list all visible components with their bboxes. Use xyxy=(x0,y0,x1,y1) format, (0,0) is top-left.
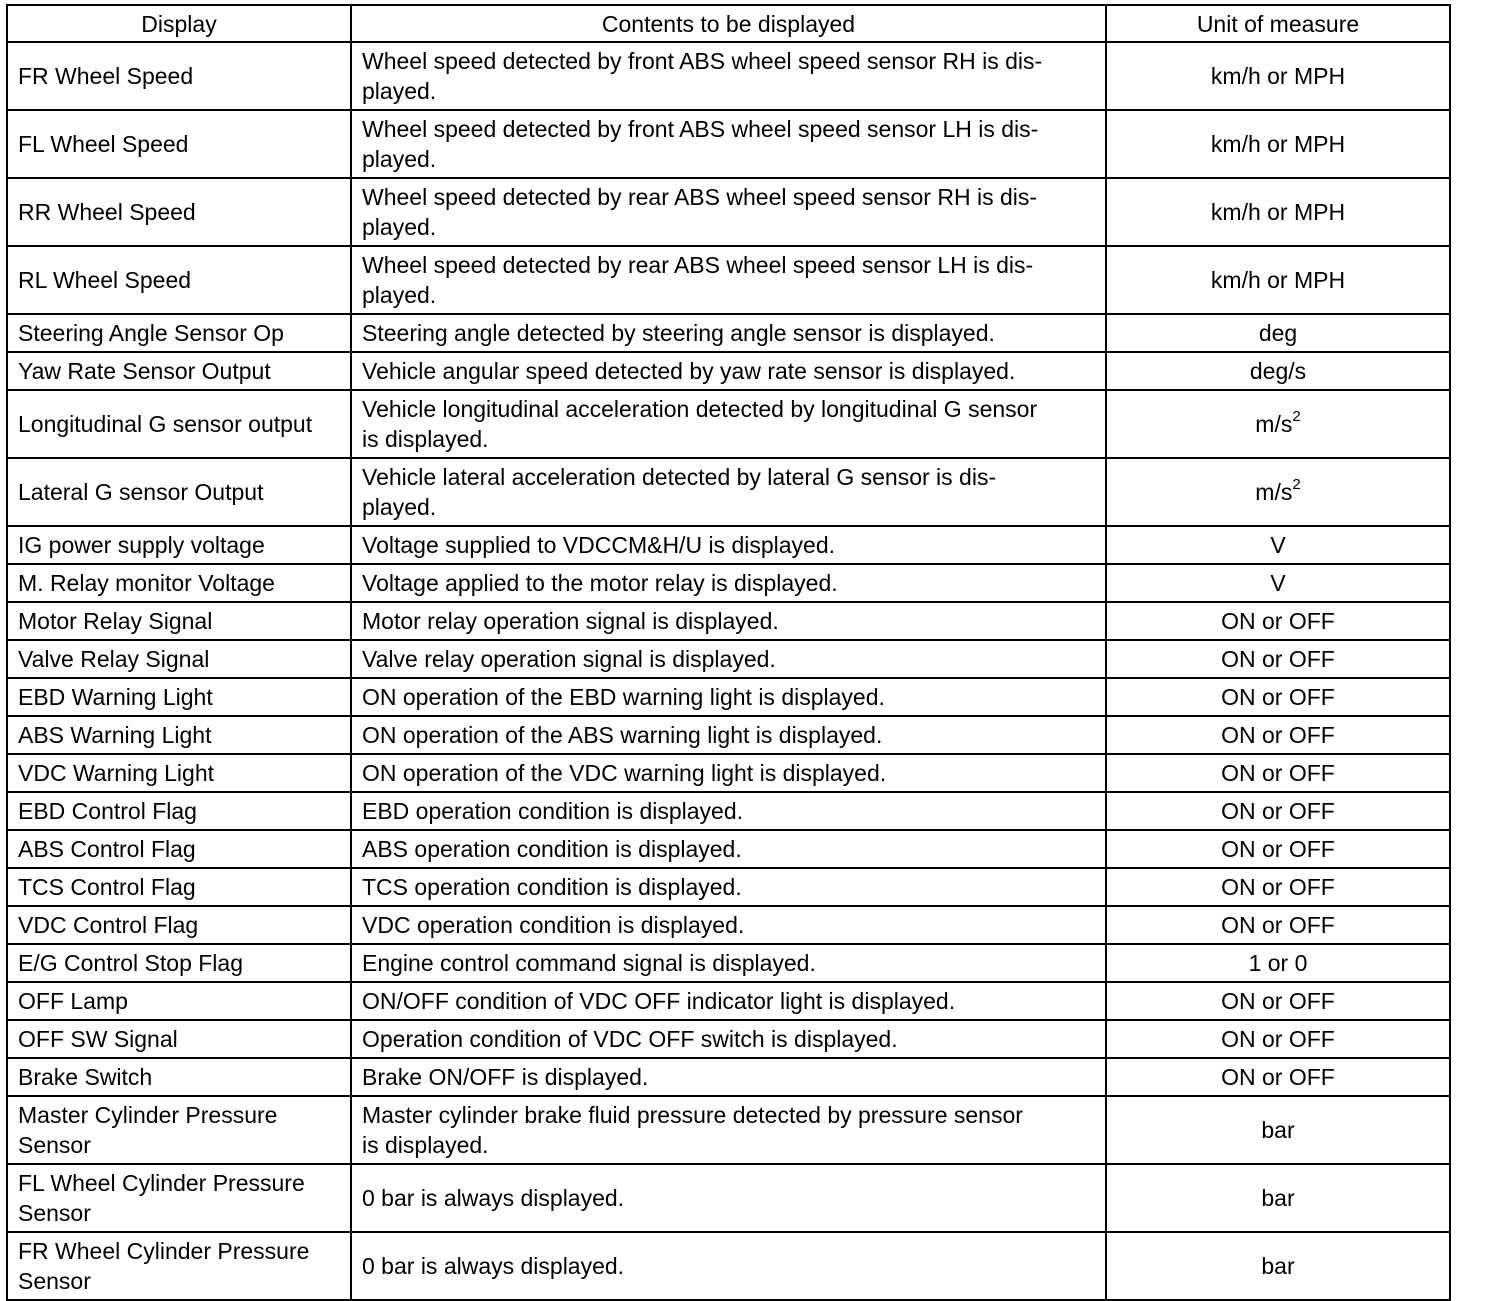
cell-unit xyxy=(1106,944,1450,982)
cell-display-text: Yaw Rate Sensor Output xyxy=(18,358,271,384)
cell-unit xyxy=(1106,1058,1450,1096)
cell-unit xyxy=(1106,1164,1450,1232)
cell-display xyxy=(7,1058,351,1096)
cell-display-text: FL Wheel Cylinder Pressure Sensor xyxy=(18,1170,305,1226)
cell-display-text: OFF SW Signal xyxy=(18,1026,178,1052)
cell-contents-text: Operation condition of VDC OFF switch is displayed. xyxy=(362,1026,898,1052)
table-row xyxy=(7,526,1450,564)
cell-unit xyxy=(1106,792,1450,830)
cell-unit xyxy=(1106,830,1450,868)
cell-display-text: VDC Control Flag xyxy=(18,912,199,938)
cell-display-text: Valve Relay Signal xyxy=(18,646,210,672)
cell-display-text: Master Cylinder Pressure Sensor xyxy=(18,1102,278,1158)
cell-display-text: Motor Relay Signal xyxy=(18,608,213,634)
cell-display-text: TCS Control Flag xyxy=(18,874,196,900)
cell-display xyxy=(7,526,351,564)
cell-display xyxy=(7,110,351,178)
cell-unit-text: m/s xyxy=(1255,479,1293,505)
cell-contents xyxy=(351,792,1106,830)
cell-display-text: E/G Control Stop Flag xyxy=(18,950,243,976)
cell-unit xyxy=(1106,178,1450,246)
cell-unit xyxy=(1106,678,1450,716)
table-row xyxy=(7,390,1450,458)
cell-display xyxy=(7,390,351,458)
cell-unit-text: ON or OFF xyxy=(1221,874,1335,900)
cell-unit-text: km/h or MPH xyxy=(1210,131,1346,157)
cell-display xyxy=(7,1232,351,1300)
table-row xyxy=(7,830,1450,868)
cell-unit-text: km/h or MPH xyxy=(1210,63,1346,89)
cell-contents xyxy=(351,458,1106,526)
cell-display-text: IG power supply voltage xyxy=(18,532,265,558)
cell-unit-text: ON or OFF xyxy=(1221,722,1335,748)
table-row xyxy=(7,602,1450,640)
cell-unit xyxy=(1106,868,1450,906)
cell-contents xyxy=(351,564,1106,602)
cell-unit xyxy=(1106,42,1450,110)
cell-unit xyxy=(1106,352,1450,390)
cell-display xyxy=(7,352,351,390)
cell-unit-text: ON or OFF xyxy=(1221,760,1335,786)
cell-unit-text: m/s xyxy=(1255,411,1293,437)
table-row xyxy=(7,1058,1450,1096)
cell-unit xyxy=(1106,564,1450,602)
cell-contents xyxy=(351,602,1106,640)
cell-display-text: Longitudinal G sensor output xyxy=(18,411,313,437)
cell-unit xyxy=(1106,458,1450,526)
header-contents: Contents to be displayed xyxy=(351,5,1106,42)
cell-display xyxy=(7,314,351,352)
cell-display xyxy=(7,906,351,944)
cell-unit-text: ON or OFF xyxy=(1221,912,1335,938)
cell-contents-text: Engine control command signal is displayed. xyxy=(362,950,816,976)
table-header-row xyxy=(7,5,1450,42)
cell-contents xyxy=(351,246,1106,314)
cell-contents-text: ON operation of the ABS warning light is displayed. xyxy=(362,722,883,748)
cell-display-text: Brake Switch xyxy=(18,1064,153,1090)
cell-unit xyxy=(1106,906,1450,944)
cell-contents xyxy=(351,830,1106,868)
cell-unit xyxy=(1106,110,1450,178)
cell-unit-text: ON or OFF xyxy=(1221,608,1335,634)
cell-contents xyxy=(351,640,1106,678)
cell-display-text: Steering Angle Sensor Op xyxy=(18,320,284,346)
cell-display xyxy=(7,868,351,906)
header-unit: Unit of measure xyxy=(1106,5,1450,42)
cell-contents xyxy=(351,906,1106,944)
header-display: Display xyxy=(7,5,351,42)
cell-contents-text: Motor relay operation signal is displayed. xyxy=(362,608,779,634)
cell-unit-text: ON or OFF xyxy=(1221,684,1335,710)
cell-contents-text: 0 bar is always displayed. xyxy=(362,1185,625,1211)
unit-superscript: 2 xyxy=(1292,408,1301,426)
table-row xyxy=(7,868,1450,906)
cell-contents-text: Steering angle detected by steering angle sensor is displayed. xyxy=(362,320,995,346)
cell-display-text: ABS Control Flag xyxy=(18,836,196,862)
cell-contents xyxy=(351,944,1106,982)
table-row xyxy=(7,982,1450,1020)
cell-display xyxy=(7,1020,351,1058)
cell-display xyxy=(7,944,351,982)
cell-display-text: FR Wheel Cylinder Pressure Sensor xyxy=(18,1238,310,1294)
cell-contents xyxy=(351,314,1106,352)
cell-display-text: RL Wheel Speed xyxy=(18,267,192,293)
cell-display xyxy=(7,602,351,640)
cell-contents-text: ABS operation condition is displayed. xyxy=(362,836,742,862)
cell-contents xyxy=(351,1020,1106,1058)
cell-contents xyxy=(351,178,1106,246)
cell-contents-text: ON/OFF condition of VDC OFF indicator light is displayed. xyxy=(362,988,956,1014)
table-row xyxy=(7,640,1450,678)
cell-unit-text: ON or OFF xyxy=(1221,988,1335,1014)
cell-contents xyxy=(351,1232,1106,1300)
cell-unit xyxy=(1106,982,1450,1020)
table-row xyxy=(7,944,1450,982)
cell-display xyxy=(7,716,351,754)
cell-unit-text: V xyxy=(1270,570,1286,596)
cell-contents xyxy=(351,1058,1106,1096)
cell-display xyxy=(7,982,351,1020)
cell-unit-text: V xyxy=(1270,532,1286,558)
cell-contents-text: TCS operation condition is displayed. xyxy=(362,874,742,900)
table-row xyxy=(7,1232,1450,1300)
cell-unit xyxy=(1106,526,1450,564)
table-row xyxy=(7,1164,1450,1232)
cell-display xyxy=(7,792,351,830)
table-row xyxy=(7,1020,1450,1058)
cell-display-text: M. Relay monitor Voltage xyxy=(18,570,275,596)
cell-contents-text: Vehicle longitudinal acceleration detected by longitudinal G sensor is displayed. xyxy=(362,396,1038,452)
cell-display xyxy=(7,1096,351,1164)
cell-unit-text: bar xyxy=(1261,1253,1295,1279)
cell-display xyxy=(7,458,351,526)
cell-contents xyxy=(351,754,1106,792)
cell-contents xyxy=(351,1164,1106,1232)
table-body xyxy=(7,42,1450,1300)
cell-unit-text: ON or OFF xyxy=(1221,1064,1335,1090)
cell-display xyxy=(7,1164,351,1232)
cell-contents xyxy=(351,110,1106,178)
cell-unit-text: km/h or MPH xyxy=(1210,199,1346,225)
cell-contents-text: EBD operation condition is displayed. xyxy=(362,798,744,824)
cell-contents xyxy=(351,352,1106,390)
cell-contents xyxy=(351,390,1106,458)
table-row xyxy=(7,1096,1450,1164)
cell-unit xyxy=(1106,1020,1450,1058)
cell-display-text: ABS Warning Light xyxy=(18,722,212,748)
cell-unit xyxy=(1106,602,1450,640)
table-row xyxy=(7,716,1450,754)
cell-unit xyxy=(1106,754,1450,792)
table-row xyxy=(7,678,1450,716)
table-row xyxy=(7,314,1450,352)
cell-unit-text: 1 or 0 xyxy=(1248,950,1308,976)
cell-unit xyxy=(1106,716,1450,754)
table-row xyxy=(7,906,1450,944)
cell-contents xyxy=(351,868,1106,906)
cell-display-text: VDC Warning Light xyxy=(18,760,215,786)
cell-unit-text: ON or OFF xyxy=(1221,646,1335,672)
cell-display xyxy=(7,564,351,602)
cell-unit-text: deg xyxy=(1258,320,1298,346)
data-monitor-table xyxy=(6,4,1451,1301)
cell-contents-text: Wheel speed detected by rear ABS wheel speed sensor RH is dis- played. xyxy=(362,184,1038,240)
cell-display-text: EBD Warning Light xyxy=(18,684,213,710)
cell-contents-text: Voltage applied to the motor relay is displayed. xyxy=(362,570,838,596)
cell-contents-text: Vehicle lateral acceleration detected by lateral G sensor is dis- played. xyxy=(362,464,997,520)
cell-contents-text: Wheel speed detected by front ABS wheel speed sensor LH is dis- played. xyxy=(362,116,1039,172)
table-row xyxy=(7,42,1450,110)
cell-unit xyxy=(1106,314,1450,352)
cell-unit xyxy=(1106,1232,1450,1300)
unit-superscript: 2 xyxy=(1292,476,1301,494)
cell-unit-text: ON or OFF xyxy=(1221,836,1335,862)
cell-contents xyxy=(351,678,1106,716)
cell-contents-text: 0 bar is always displayed. xyxy=(362,1253,625,1279)
cell-contents xyxy=(351,716,1106,754)
cell-contents xyxy=(351,526,1106,564)
cell-contents-text: ON operation of the VDC warning light is displayed. xyxy=(362,760,887,786)
cell-contents-text: Master cylinder brake fluid pressure detected by pressure sensor is displayed. xyxy=(362,1102,1023,1158)
cell-display-text: RR Wheel Speed xyxy=(18,199,196,225)
cell-display xyxy=(7,42,351,110)
cell-display xyxy=(7,830,351,868)
cell-unit xyxy=(1106,246,1450,314)
cell-display xyxy=(7,754,351,792)
table-row xyxy=(7,564,1450,602)
cell-contents-text: Valve relay operation signal is displayed. xyxy=(362,646,776,672)
cell-display xyxy=(7,246,351,314)
cell-contents xyxy=(351,1096,1106,1164)
cell-contents-text: ON operation of the EBD warning light is displayed. xyxy=(362,684,885,710)
cell-contents xyxy=(351,982,1106,1020)
table-row xyxy=(7,246,1450,314)
cell-contents-text: VDC operation condition is displayed. xyxy=(362,912,745,938)
cell-unit xyxy=(1106,640,1450,678)
cell-unit-text: ON or OFF xyxy=(1221,798,1335,824)
cell-display-text: OFF Lamp xyxy=(18,988,128,1014)
table-row xyxy=(7,352,1450,390)
table-row xyxy=(7,110,1450,178)
cell-unit-text: deg/s xyxy=(1249,358,1307,384)
cell-unit-text: ON or OFF xyxy=(1221,1026,1335,1052)
cell-contents-text: Voltage supplied to VDCCM&H/U is displayed. xyxy=(362,532,836,558)
cell-contents-text: Wheel speed detected by rear ABS wheel speed sensor LH is dis- played. xyxy=(362,252,1034,308)
table-row xyxy=(7,754,1450,792)
cell-display-text: Lateral G sensor Output xyxy=(18,479,264,505)
cell-contents-text: Wheel speed detected by front ABS wheel speed sensor RH is dis- played. xyxy=(362,48,1043,104)
cell-display xyxy=(7,640,351,678)
cell-unit-text: bar xyxy=(1261,1185,1295,1211)
cell-display xyxy=(7,678,351,716)
table-row xyxy=(7,792,1450,830)
cell-unit xyxy=(1106,390,1450,458)
cell-display-text: FR Wheel Speed xyxy=(18,63,194,89)
cell-display xyxy=(7,178,351,246)
cell-contents-text: Vehicle angular speed detected by yaw rate sensor is displayed. xyxy=(362,358,1016,384)
cell-contents-text: Brake ON/OFF is displayed. xyxy=(362,1064,649,1090)
table-row xyxy=(7,178,1450,246)
table-row xyxy=(7,458,1450,526)
cell-unit-text: bar xyxy=(1261,1117,1295,1143)
cell-unit-text: km/h or MPH xyxy=(1210,267,1346,293)
cell-display-text: EBD Control Flag xyxy=(18,798,197,824)
cell-contents xyxy=(351,42,1106,110)
cell-unit xyxy=(1106,1096,1450,1164)
cell-display-text: FL Wheel Speed xyxy=(18,131,189,157)
